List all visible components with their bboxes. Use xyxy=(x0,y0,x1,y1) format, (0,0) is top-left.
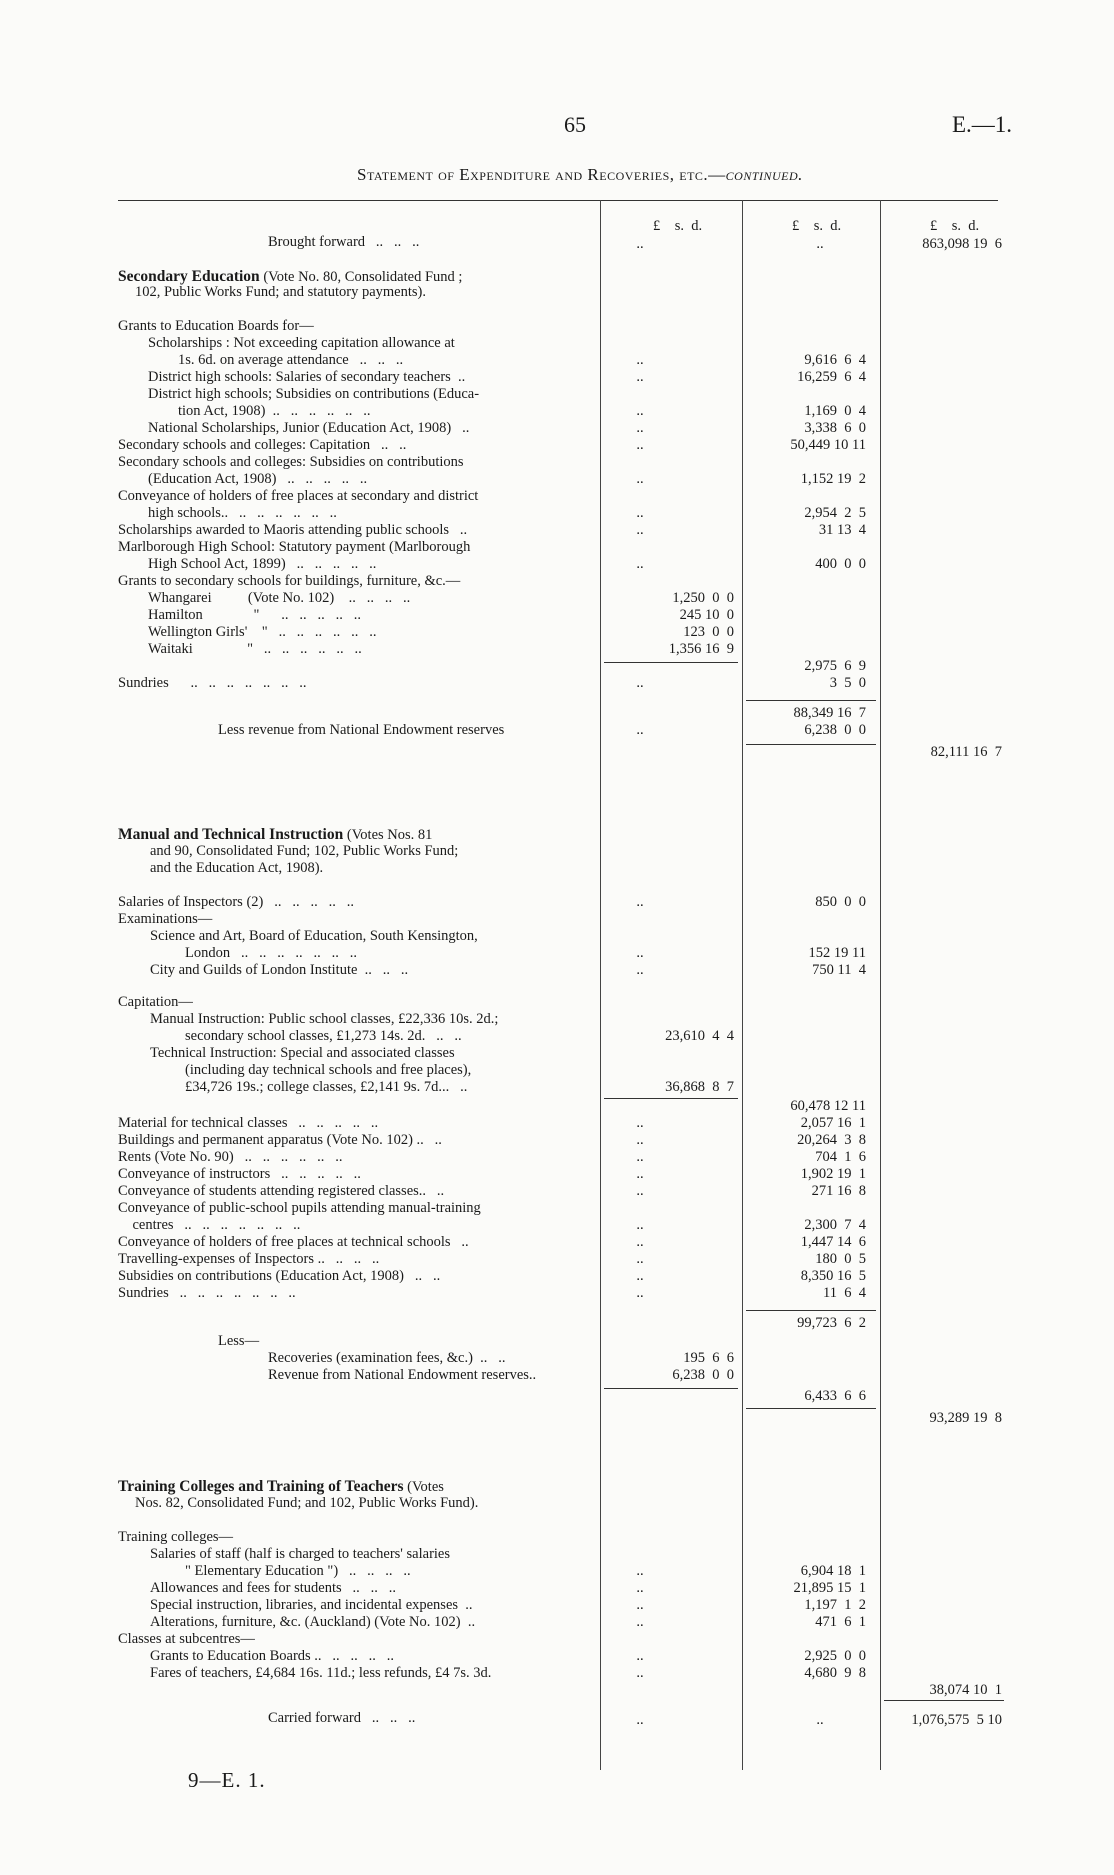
secondary-row-c1: 1,356 16 9 xyxy=(668,641,734,657)
manual-net-total: 93,289 19 8 xyxy=(929,1410,1002,1426)
manual-less2-c1: 6,238 0 0 xyxy=(672,1367,734,1383)
training-tc1-c1: .. xyxy=(636,1563,644,1579)
secondary-row-c1: .. xyxy=(636,369,644,385)
training-tc2: Allowances and fees for students .. .. .. xyxy=(150,1580,397,1596)
manual-exam2: City and Guilds of London Institute .. .. .. xyxy=(150,962,409,978)
manual-row-label: centres .. .. .. .. .. .. .. xyxy=(118,1217,301,1233)
manual-salaries-c1: .. xyxy=(636,894,644,910)
page-number: 65 xyxy=(564,112,586,137)
secondary-row-label: District high schools: Salaries of secondary teachers .. xyxy=(148,369,466,385)
brought-forward-c2: .. xyxy=(816,236,824,252)
training-tc4: Alterations, furniture, &c. (Auckland) (Vote No. 102) .. xyxy=(150,1614,476,1630)
secondary-row-label: Whangarei (Vote No. 102) .. .. .. .. xyxy=(148,590,411,606)
secondary-row-label: Waitaki " .. .. .. .. .. .. xyxy=(148,641,362,657)
manual-cap1b: secondary school classes, £1,273 14s. 2d. .. .. xyxy=(185,1028,462,1044)
training-sub2-c1: .. xyxy=(636,1665,644,1681)
secondary-subtotal: 88,349 16 7 xyxy=(793,705,866,721)
brought-forward-c3: 863,098 19 6 xyxy=(922,236,1002,252)
manual-cap1a: Manual Instruction: Public school classes, £22,336 10s. 2d.; xyxy=(150,1011,499,1027)
manual-less2: Revenue from National Endowment reserves.. xyxy=(268,1367,537,1383)
manual-row-c2: 11 6 4 xyxy=(823,1285,866,1301)
manual-row-label: Material for technical classes .. .. .. .. .. xyxy=(118,1115,379,1131)
training-tc2-c2: 21,895 15 1 xyxy=(793,1580,866,1596)
secondary-row-label: tion Act, 1908) .. .. .. .. .. .. xyxy=(178,403,371,419)
manual-row-c2: 8,350 16 5 xyxy=(800,1268,866,1284)
secondary-row-label: Marlborough High School: Statutory payment (Marlborough xyxy=(118,539,471,555)
document-reference: E.—1. xyxy=(951,112,1012,137)
manual-heading-line3: and the Education Act, 1908). xyxy=(150,860,324,876)
manual-row-label: Conveyance of holders of free places at technical schools .. xyxy=(118,1234,469,1250)
secondary-row-c2: 50,449 10 11 xyxy=(790,437,866,453)
manual-heading-bold: Manual and Technical Instruction xyxy=(118,826,344,843)
training-tc1-c2: 6,904 18 1 xyxy=(800,1563,866,1579)
manual-less-label: Less— xyxy=(218,1333,260,1349)
signature-mark: 9—E. 1. xyxy=(188,1768,266,1792)
manual-exam1b: London .. .. .. .. .. .. .. xyxy=(185,945,357,961)
training-sub2: Fares of teachers, £4,684 16s. 11d.; less refunds, £4 7s. 3d. xyxy=(150,1665,492,1681)
manual-row-c2: 271 16 8 xyxy=(811,1183,866,1199)
secondary-row-c1: 123 0 0 xyxy=(683,624,734,640)
secondary-row-c2: 400 0 0 xyxy=(815,556,866,572)
secondary-row-label: high schools.. .. .. .. .. .. .. xyxy=(148,505,337,521)
manual-row-c2: 704 1 6 xyxy=(815,1149,866,1165)
table-top-rule xyxy=(118,200,998,201)
column-header-3: £ s. d. xyxy=(930,218,980,234)
manual-row-c2: 20,264 3 8 xyxy=(797,1132,866,1148)
training-tc-label: Training colleges— xyxy=(118,1529,234,1545)
secondary-row-c2: 3,338 6 0 xyxy=(804,420,866,436)
secondary-row-c1: 1,250 0 0 xyxy=(672,590,734,606)
manual-heading-line2: and 90, Consolidated Fund; 102, Public Works Fund; xyxy=(150,843,459,859)
manual-cap2-c1: 36,868 8 7 xyxy=(665,1079,734,1095)
training-heading-bold: Training Colleges and Training of Teachers xyxy=(118,1478,404,1495)
manual-less1-c1: 195 6 6 xyxy=(683,1350,734,1366)
manual-row-c1: .. xyxy=(636,1234,644,1250)
secondary-heading-line2: 102, Public Works Fund; and statutory payments). xyxy=(135,284,426,300)
training-tc3-c1: .. xyxy=(636,1597,644,1613)
secondary-less-c1: .. xyxy=(636,722,644,738)
manual-row-c1: .. xyxy=(636,1285,644,1301)
manual-cap1-c1: 23,610 4 4 xyxy=(665,1028,734,1044)
brought-forward-label: Brought forward .. .. .. xyxy=(268,234,420,250)
secondary-row-label: Secondary schools and colleges: Subsidies on contributions xyxy=(118,454,464,470)
secondary-row-c2: 9,616 6 4 xyxy=(804,352,866,368)
secondary-less-c2: 6,238 0 0 xyxy=(804,722,866,738)
manual-row-c1: .. xyxy=(636,1268,644,1284)
secondary-row-c1: .. xyxy=(636,522,644,538)
carried-forward-c3: 1,076,575 5 10 xyxy=(911,1712,1002,1728)
manual-exam1-c2: 152 19 11 xyxy=(808,945,866,961)
manual-exam1-c1: .. xyxy=(636,945,644,961)
secondary-row-label: District high schools; Subsidies on contributions (Educa- xyxy=(148,386,480,402)
manual-cap2b: (including day technical schools and free places), xyxy=(185,1062,472,1078)
secondary-row-c1: .. xyxy=(636,437,644,453)
manual-cap-sum-rule xyxy=(604,1098,738,1099)
manual-subtotal: 99,723 6 2 xyxy=(797,1315,866,1331)
carried-forward-c2: .. xyxy=(816,1712,824,1728)
secondary-row-c1: .. xyxy=(636,352,644,368)
manual-less-total: 6,433 6 6 xyxy=(804,1388,866,1404)
secondary-row-c2: 2,954 2 5 xyxy=(804,505,866,521)
manual-row-label: Conveyance of public-school pupils attending manual-training xyxy=(118,1200,481,1216)
secondary-row-label: National Scholarships, Junior (Education Act, 1908) .. xyxy=(148,420,470,436)
manual-row-label: Subsidies on contributions (Education Act, 1908) .. .. xyxy=(118,1268,441,1284)
manual-row-c1: .. xyxy=(636,1115,644,1131)
secondary-row-c1: .. xyxy=(636,505,644,521)
manual-heading-rest: (Votes Nos. 81 xyxy=(343,827,433,843)
secondary-row-c2: 1,152 19 2 xyxy=(800,471,866,487)
carried-forward-label: Carried forward .. .. .. xyxy=(268,1710,416,1726)
manual-cap-total: 60,478 12 11 xyxy=(790,1098,866,1114)
manual-exam2-c2: 750 11 4 xyxy=(812,962,866,978)
column-header-2: £ s. d. xyxy=(792,218,842,234)
secondary-net-rule xyxy=(746,744,876,745)
secondary-row-c1: .. xyxy=(636,675,644,691)
secondary-sum-rule-c2 xyxy=(746,700,876,701)
page-title xyxy=(220,165,940,185)
manual-row-label: Sundries .. .. .. .. .. .. .. xyxy=(118,1285,296,1301)
manual-row-c2: 180 0 5 xyxy=(815,1251,866,1267)
carried-forward-c1: .. xyxy=(636,1712,644,1728)
manual-heading xyxy=(118,826,432,844)
manual-row-c2: 1,902 19 1 xyxy=(800,1166,866,1182)
secondary-row-label: Hamilton " .. .. .. .. .. xyxy=(148,607,361,623)
manual-row-label: Buildings and permanent apparatus (Vote No. 102) .. .. xyxy=(118,1132,442,1148)
secondary-row-c2: 16,259 6 4 xyxy=(797,369,866,385)
manual-net-rule xyxy=(746,1408,876,1409)
secondary-row-c1: .. xyxy=(636,556,644,572)
secondary-row-c1: .. xyxy=(636,403,644,419)
training-heading xyxy=(118,1478,444,1496)
training-tc4-c1: .. xyxy=(636,1614,644,1630)
manual-row-c1: .. xyxy=(636,1251,644,1267)
secondary-row-label: Secondary schools and colleges: Capitation .. .. xyxy=(118,437,407,453)
secondary-heading-rest: (Vote No. 80, Consolidated Fund ; xyxy=(259,269,463,285)
secondary-row-label: Conveyance of holders of free places at secondary and district xyxy=(118,488,479,504)
manual-row-label: Rents (Vote No. 90) .. .. .. .. .. .. xyxy=(118,1149,343,1165)
training-heading-rest: (Votes xyxy=(403,1479,444,1495)
secondary-row-label: Grants to secondary schools for buildings, furniture, &c.— xyxy=(118,573,461,589)
secondary-row-label: Sundries .. .. .. .. .. .. .. xyxy=(118,675,307,691)
manual-exam2-c1: .. xyxy=(636,962,644,978)
secondary-sum-rule-c1 xyxy=(604,662,738,663)
training-tc3: Special instruction, libraries, and incidental expenses .. xyxy=(150,1597,473,1613)
manual-sum-rule xyxy=(746,1310,876,1311)
secondary-row-label: Scholarships awarded to Maoris attending public schools .. xyxy=(118,522,468,538)
secondary-row-label: Grants to Education Boards for— xyxy=(118,318,314,334)
training-tc1a: Salaries of staff (half is charged to teachers' salaries xyxy=(150,1546,451,1562)
secondary-row-label: Wellington Girls' " .. .. .. .. .. .. xyxy=(148,624,377,640)
training-heading-line2: Nos. 82, Consolidated Fund; and 102, Public Works Fund). xyxy=(135,1495,479,1511)
manual-row-c1: .. xyxy=(636,1183,644,1199)
manual-row-c1: .. xyxy=(636,1217,644,1233)
training-sub2-c2: 4,680 9 8 xyxy=(804,1665,866,1681)
column-divider-3 xyxy=(880,200,881,1770)
training-net-rule xyxy=(884,1700,1004,1701)
secondary-row-c1: 245 10 0 xyxy=(679,607,734,623)
manual-cap2a: Technical Instruction: Special and associated classes xyxy=(150,1045,455,1061)
manual-salaries-c2: 850 0 0 xyxy=(815,894,866,910)
training-tc1b: " Elementary Education ") .. .. .. .. xyxy=(185,1563,411,1579)
secondary-row-label: High School Act, 1899) .. .. .. .. .. xyxy=(148,556,377,572)
manual-row-label: Travelling-expenses of Inspectors .. .. .. .. xyxy=(118,1251,380,1267)
title-suffix: continued. xyxy=(725,165,803,184)
secondary-less-label: Less revenue from National Endowment reserves xyxy=(218,722,505,738)
secondary-row-c1: .. xyxy=(636,420,644,436)
manual-less-rule xyxy=(604,1388,738,1389)
manual-exam-label: Examinations— xyxy=(118,911,213,927)
secondary-row-c2: 1,169 0 4 xyxy=(804,403,866,419)
secondary-row-c2: 31 13 4 xyxy=(818,522,866,538)
brought-forward-c1: .. xyxy=(636,236,644,252)
manual-row-c2: 2,300 7 4 xyxy=(804,1217,866,1233)
manual-row-label: Conveyance of instructors .. .. .. .. .. xyxy=(118,1166,361,1182)
training-tc4-c2: 471 6 1 xyxy=(815,1614,866,1630)
manual-row-c1: .. xyxy=(636,1166,644,1182)
manual-row-c1: .. xyxy=(636,1132,644,1148)
secondary-row-c1: .. xyxy=(636,471,644,487)
manual-row-c1: .. xyxy=(636,1149,644,1165)
secondary-row-label: (Education Act, 1908) .. .. .. .. .. xyxy=(148,471,368,487)
training-sub1: Grants to Education Boards .. .. .. .. .. xyxy=(150,1648,395,1664)
manual-cap2c: £34,726 19s.; college classes, £2,141 9s. 7d... .. xyxy=(185,1079,468,1095)
manual-salaries-label: Salaries of Inspectors (2) .. .. .. .. .. xyxy=(118,894,354,910)
manual-row-c2: 2,057 16 1 xyxy=(800,1115,866,1131)
training-tc2-c1: .. xyxy=(636,1580,644,1596)
column-header-1: £ s. d. xyxy=(653,218,703,234)
manual-capitation-label: Capitation— xyxy=(118,994,193,1010)
secondary-row-c2: 3 5 0 xyxy=(829,675,866,691)
secondary-row-label: Scholarships : Not exceeding capitation allowance at xyxy=(148,335,455,351)
secondary-heading-bold: Secondary Education xyxy=(118,268,260,285)
manual-exam1a: Science and Art, Board of Education, South Kensington, xyxy=(150,928,478,944)
secondary-row-c2: 2,975 6 9 xyxy=(804,658,866,674)
secondary-row-label: 1s. 6d. on average attendance .. .. .. xyxy=(178,352,404,368)
training-sub1-c1: .. xyxy=(636,1648,644,1664)
manual-less1: Recoveries (examination fees, &c.) .. .. xyxy=(268,1350,506,1366)
secondary-net-total: 82,111 16 7 xyxy=(930,744,1002,760)
manual-row-label: Conveyance of students attending registered classes.. .. xyxy=(118,1183,445,1199)
training-sub-label: Classes at subcentres— xyxy=(118,1631,255,1647)
title-main: Statement of Expenditure and Recoveries, etc.— xyxy=(357,165,726,184)
training-net-total: 38,074 10 1 xyxy=(929,1682,1002,1698)
training-tc3-c2: 1,197 1 2 xyxy=(804,1597,866,1613)
training-sub1-c2: 2,925 0 0 xyxy=(804,1648,866,1664)
manual-row-c2: 1,447 14 6 xyxy=(800,1234,866,1250)
